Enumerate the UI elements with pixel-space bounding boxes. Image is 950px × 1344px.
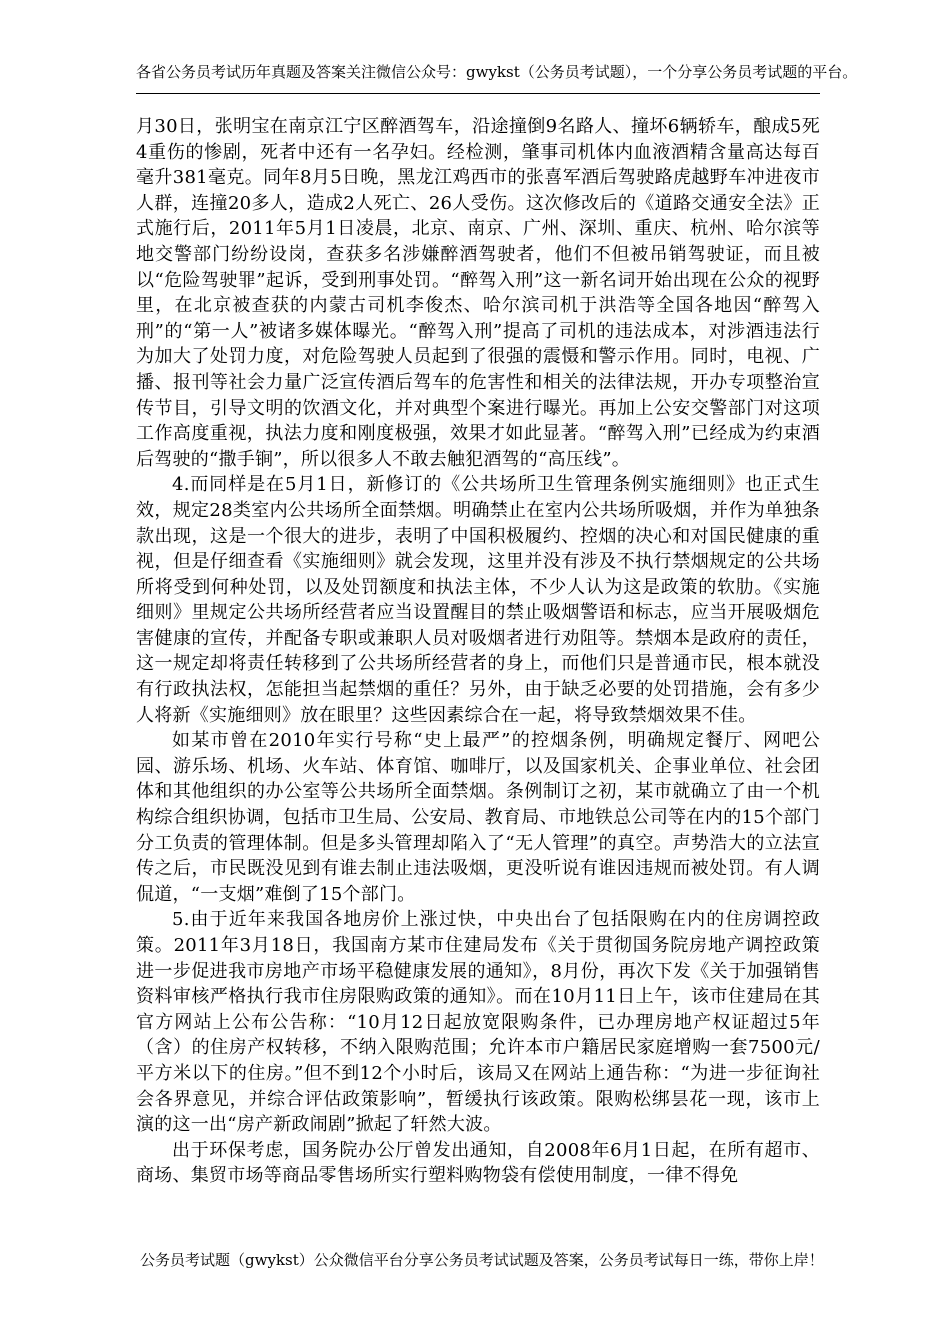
header-divider	[136, 93, 820, 94]
document-body	[136, 114, 820, 1189]
paragraph-smoking-ban: 4.而同样是在5月1日，新修订的《公共场所卫生管理条例实施细则》也正式生效，规定28类室内公共场所全面禁烟。明确禁止在室内公共场所吸烟，并作为单独条款出现，这是一个很大的进步，表明了中国积极履约、控烟的决心和对国民健康的重视，但是仔细查看《实施细则》就会发现，这里并没有涉及不执行禁烟规定的公共场所将受到何种处罚，以及处罚额度和执法主体，不少人认为这是政策的软肋。《实施细则》里规定公共场所经营者应当设置醒目的禁止吸烟警语和标志，应当开展吸烟危害健康的宣传，并配备专职或兼职人员对吸烟者进行劝阻等。禁烟本是政府的责任，这一规定却将责任转移到了公共场所经营者的身上，而他们只是普通市民，根本就没有行政执法权，怎能担当起禁烟的重任？另外，由于缺乏必要的处罚措施，会有多少人将新《实施细则》放在眼里？这些因素综合在一起，将导致禁烟效果不佳。	[136, 474, 820, 726]
paragraph-housing-policy: 5.由于近年来我国各地房价上涨过快，中央出台了包括限购在内的住房调控政策。2011年3月18日，我国南方某市住建局发布《关于贯彻国务院房地产调控政策进一步促进我市房地产市场平稳健康发展的通知》，8月份，再次下发《关于加强销售资料审核严格执行我市住房限购政策的通知》。而在10月11日上午，该市住建局在其官方网站上公布公告称：“10月12日起放宽限购条件，已办理房地产权证超过5年（含）的住房产权转移，不纳入限购范围；允许本市户籍居民家庭增购一套7500元/平方米以下的住房。”但不到12个小时后，该局又在网站上通告称：“为进一步征询社会各界意见，并综合评估政策影响”，暂缓执行该政策。限购松绑昙花一现，该市上演的这一出“房产新政闹剧”掀起了轩然大波。	[136, 909, 820, 1136]
paragraph-plastic-bags: 出于环保考虑，国务院办公厅曾发出通知，自2008年6月1日起，在所有超市、商场、集贸市场等商品零售场所实行塑料购物袋有偿使用制度，一律不得免	[136, 1139, 820, 1187]
page-footer: 公务员考试题（gwykst）公众微信平台分享公务员考试试题及答案，公务员考试每日一练，带你上岸！	[140, 1251, 824, 1269]
paragraph-smoking-example: 如某市曾在2010年实行号称“史上最严”的控烟条例，明确规定餐厅、网吧公园、游乐场、机场、火车站、体育馆、咖啡厅，以及国家机关、企事业单位、社会团体和其他组织的办公室等公共场所全面禁烟。条例制订之初，某市就确立了由一个机构综合组织协调，包括市卫生局、公安局、教育局、市地铁总公司等在内的15个部门分工负责的管理体制。但是多头管理却陷入了“无人管理”的真空。声势浩大的立法宣传之后，市民既没见到有谁去制止违法吸烟，更没听说有谁因违规而被处罚。有人调侃道，“一支烟”难倒了15个部门。	[136, 730, 820, 905]
page-header: 各省公务员考试历年真题及答案关注微信公众号：gwykst（公务员考试题），一个分享公务员考试题的平台。	[136, 63, 858, 81]
paragraph-drunk-driving: 月30日，张明宝在南京江宁区醉酒驾车，沿途撞倒9名路人、撞坏6辆轿车，酿成5死4重伤的惨剧，死者中还有一名孕妇。经检测，肇事司机体内血液酒精含量高达每百毫升381毫克。同年8月5日晚，黑龙江鸡西市的张喜军酒后驾驶路虎越野车冲进夜市人群，连撞20多人，造成2人死亡、26人受伤。这次修改后的《道路交通安全法》正式施行后，2011年5月1日凌晨，北京、南京、广州、深圳、重庆、杭州、哈尔滨等地交警部门纷纷设岗，查获多名涉嫌醉酒驾驶者，他们不但被吊销驾驶证，而且被以“危险驾驶罪”起诉，受到刑事处罚。“醉驾入刑”这一新名词开始出现在公众的视野里，在北京被查获的内蒙古司机李俊杰、哈尔滨司机于洪浩等全国各地因“醉驾入刑”的“第一人”被诸多媒体曝光。“醉驾入刑”提高了司机的违法成本，对涉酒违法行为加大了处罚力度，对危险驾驶人员起到了很强的震慑和警示作用。同时，电视、广播、报刊等社会力量广泛宣传酒后驾车的危害性和相关的法律法规，开办专项整治宣传节目，引导文明的饮酒文化，并对典型个案进行曝光。再加上公安交警部门对这项工作高度重视，执法力度和刚度极强，效果才如此显著。“醉驾入刑”已经成为约束酒后驾驶的“撒手锏”，所以很多人不敢去触犯酒驾的“高压线”。	[136, 116, 820, 470]
